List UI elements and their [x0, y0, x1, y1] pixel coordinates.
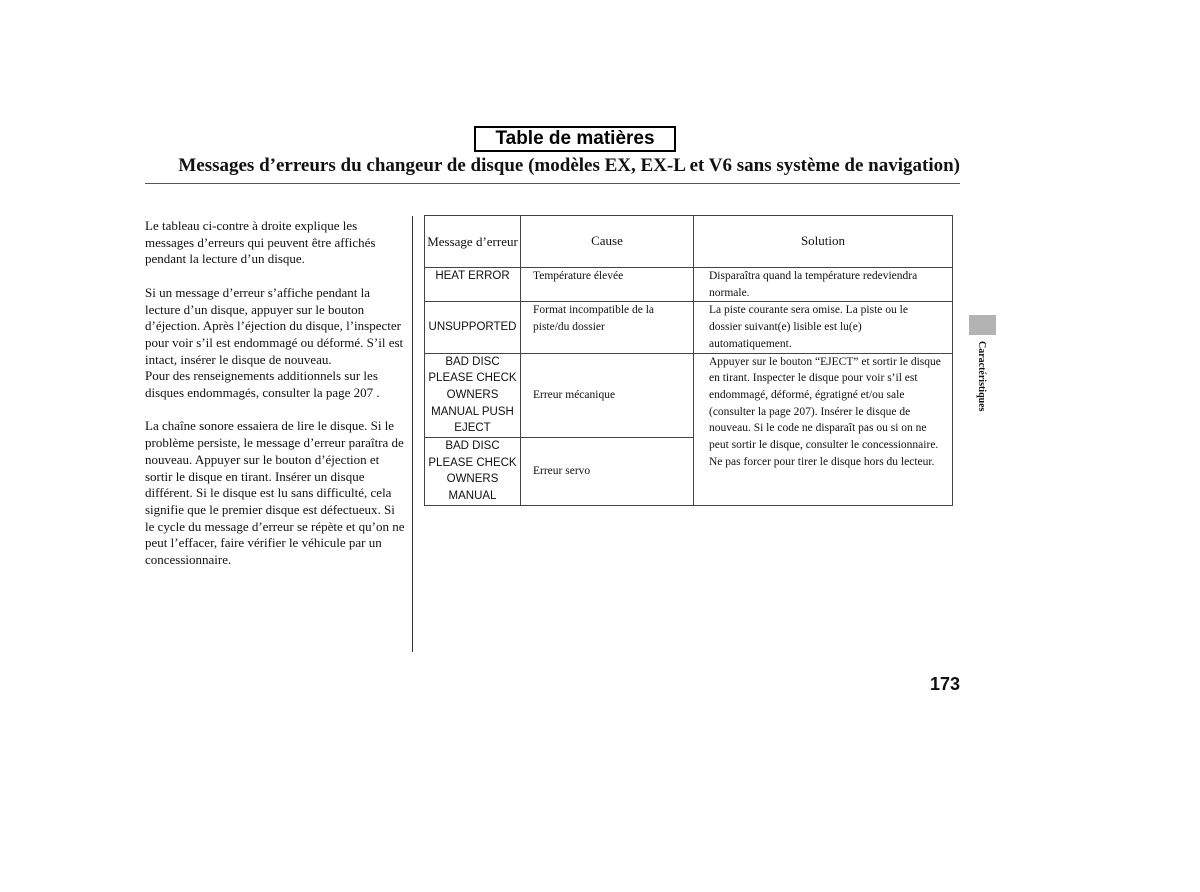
intro-text — [145, 218, 405, 585]
message-cell: UNSUPPORTED — [425, 302, 521, 353]
cause-cell: Format incompatible de la piste/du dossier — [521, 302, 694, 353]
cause-cell: Erreur servo — [521, 438, 694, 506]
message-cell: BAD DISC PLEASE CHECK OWNERS MANUAL PUSH EJECT — [425, 353, 521, 438]
table-row — [425, 353, 953, 438]
cause-cell: Température élevée — [521, 268, 694, 302]
column-divider — [412, 216, 413, 652]
paragraph-1: Le tableau ci-contre à droite explique les messages d’erreurs qui peuvent être affichés pendant la lecture d’un disque. — [145, 218, 376, 267]
section-tab-label: Caractéristiques — [976, 341, 987, 412]
table-of-contents-button[interactable]: Table de matières — [474, 126, 676, 152]
table-row — [425, 268, 953, 302]
paragraph-4: La chaîne sonore essaiera de lire le disque. Si le problème persiste, le message d’erreur paraîtra de nouveau. Appuyer sur le bouton d’éjection et sortir le disque en tirant. Insérer un disque différent. Si le disque est lu sans difficulté, cela signifie que le premier disque est défectueux. Si le cycle du message d’erreur se répète et qu’on ne peut l’effacer, faire vérifier le véhicule par un concessionnaire. — [145, 418, 405, 568]
error-message-table — [424, 215, 953, 506]
title-divider — [145, 183, 960, 184]
shared-solution-cell: Appuyer sur le bouton “EJECT” et sortir le disque en tirant. Inspecter le disque pour voir s’il est endommagé, déformé, égratigné et/ou sale (consulter la page 207). Insérer le disque de nouveau. Si le code ne disparaît pas ou si on ne peut sortir le disque, consulter le concessionnaire. Ne pas forcer pour tirer le disque hors du lecteur. — [694, 353, 953, 505]
cause-cell: Erreur mécanique — [521, 353, 694, 438]
page-title: Messages d’erreurs du changeur de disque (modèles EX, EX-L et V6 sans système de navigation) — [178, 155, 960, 176]
table-header-row — [425, 216, 953, 268]
section-tab[interactable] — [969, 315, 996, 335]
message-cell: HEAT ERROR — [425, 268, 521, 302]
paragraph-3: Pour des renseignements additionnels sur les disques endommagés, consulter la page 207 . — [145, 368, 380, 401]
table-row — [425, 302, 953, 353]
paragraph-2: Si un message d’erreur s’affiche pendant la lecture d’un disque, appuyer sur le bouton d’éjection. Après l’éjection du disque, l’inspecter pour voir s’il est endommagé ou déformé. S’il est intact, insérer le disque de nouveau. — [145, 284, 404, 367]
message-cell: BAD DISC PLEASE CHECK OWNERS MANUAL — [425, 438, 521, 506]
header-message: Message d’erreur — [425, 216, 521, 268]
header-solution: Solution — [694, 216, 953, 268]
page-number: 173 — [929, 674, 960, 694]
solution-cell: Disparaîtra quand la température redeviendra normale. — [694, 268, 953, 302]
header-cause: Cause — [521, 216, 694, 268]
solution-cell: La piste courante sera omise. La piste ou le dossier suivant(e) lisible est lu(e) automatiquement. — [694, 302, 953, 353]
